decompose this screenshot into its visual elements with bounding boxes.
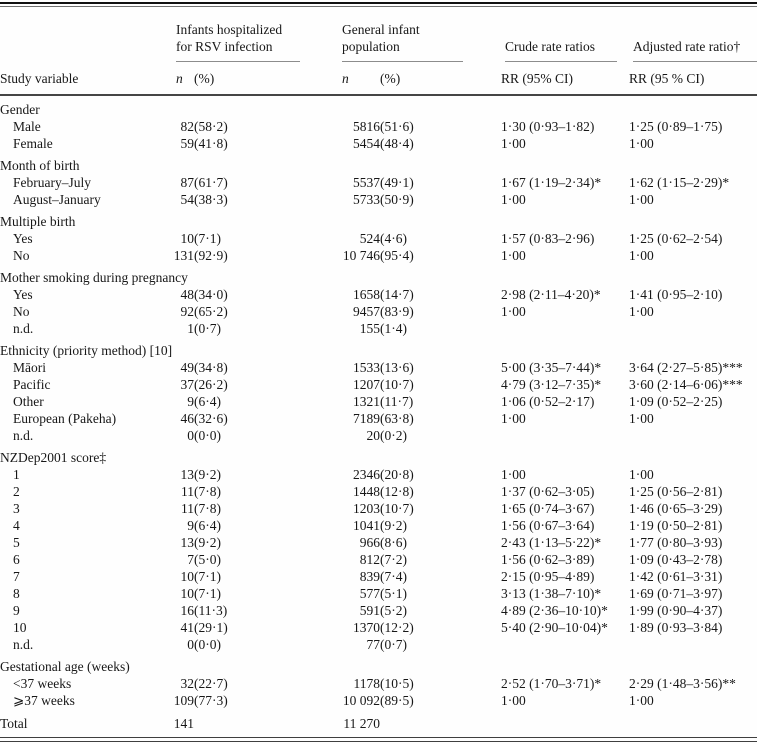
section-label: Multiple birth (0, 214, 76, 229)
cell-adjusted: 1·00 (629, 693, 654, 708)
cell-adjusted: 1·00 (629, 304, 654, 319)
adjusted-group-header (633, 11, 757, 62)
cell-adjusted: 1·00 (629, 248, 654, 263)
section-header-row (0, 444, 757, 466)
cell-pct1: (92·9) (194, 248, 228, 263)
table-row (0, 585, 757, 602)
cell-crude (501, 636, 629, 653)
cell-crude: 1·00 (501, 411, 526, 426)
cell-n2: 839 (359, 569, 380, 584)
cell-pct2: (51·6) (380, 119, 414, 134)
crude-rr-header: RR (95% CI) (501, 62, 629, 95)
table-row (0, 466, 757, 483)
cell-adjusted: 1·09 (0·43–2·78) (629, 552, 723, 567)
cell-crude: 1·56 (0·67–3·64) (501, 518, 595, 533)
cell-crude: 1·56 (0·62–3·89) (501, 552, 595, 567)
cell-pct2: (10·5) (380, 676, 414, 691)
cell-pct1: (61·7) (194, 175, 228, 190)
cell-n2: 1370 (353, 620, 380, 635)
table-row (0, 135, 757, 152)
population-group-line2: population (342, 39, 400, 54)
cell-n2: 1321 (353, 394, 380, 409)
rsv-group-line2: for RSV infection (176, 39, 273, 54)
cell-crude: 5·00 (3·35–7·44)* (501, 360, 602, 375)
cell-pct2: (95·4) (380, 248, 414, 263)
cell-n2: 20 (366, 428, 380, 443)
cell-crude: 1·00 (501, 304, 526, 319)
table-row (0, 174, 757, 191)
table-body (0, 95, 757, 732)
rsv-pct-header: (%) (194, 62, 338, 95)
cell-crude: 4·89 (2·36–10·10)* (501, 603, 608, 618)
adjusted-rr-header: RR (95 % CI) (629, 62, 757, 95)
cell-pct2: (11·7) (380, 394, 414, 409)
cell-adjusted: 1·00 (629, 136, 654, 151)
cell-variable: Pacific (13, 377, 51, 392)
cell-adjusted (629, 320, 757, 337)
cell-crude: 1·30 (0·93–1·82) (501, 119, 595, 134)
cell-pct1: (41·8) (194, 136, 228, 151)
cell-adjusted (629, 427, 757, 444)
cell-variable: Total (0, 716, 28, 731)
cell-pct2: (0·2) (380, 428, 407, 443)
cell-pct2: (7·4) (380, 569, 407, 584)
cell-variable: Other (13, 394, 44, 409)
cell-n1: 32 (180, 676, 194, 691)
section-label: Mother smoking during pregnancy (0, 270, 188, 285)
cell-n1: 46 (180, 411, 194, 426)
cell-n2: 1533 (353, 360, 380, 375)
cell-crude: 1·00 (501, 467, 526, 482)
cell-n1: 54 (180, 192, 194, 207)
cell-pct1: (6·4) (194, 518, 221, 533)
cell-variable: Female (13, 136, 53, 151)
cell-pct2: (10·7) (380, 377, 414, 392)
cell-adjusted: 1·77 (0·80–3·93) (629, 535, 723, 550)
bottom-double-rule (0, 737, 757, 742)
cell-crude: 1·37 (0·62–3·05) (501, 484, 595, 499)
adjusted-group-label: Adjusted rate ratio† (633, 39, 741, 54)
cell-crude: 2·98 (2·11–4·20)* (501, 287, 601, 302)
cell-n1: 13 (180, 535, 194, 550)
cell-crude: 5·40 (2·90–10·04)* (501, 620, 608, 635)
cell-adjusted: 3·64 (2·27–5·85)*** (629, 360, 743, 375)
study-variable-header: Study variable (0, 62, 172, 95)
table-row (0, 551, 757, 568)
table-row (0, 359, 757, 376)
cell-variable: Yes (13, 287, 33, 302)
cell-n1: 10 (180, 569, 194, 584)
cell-adjusted: 1·89 (0·93–3·84) (629, 620, 723, 635)
table-row (0, 619, 757, 636)
cell-pct1: (58·2) (194, 119, 228, 134)
cell-crude: 1·57 (0·83–2·96) (501, 231, 595, 246)
section-header-row (0, 337, 757, 359)
cell-variable: <37 weeks (13, 676, 72, 691)
cell-n1: 82 (180, 119, 194, 134)
cell-n2: 1041 (353, 518, 380, 533)
cell-n2: 591 (359, 603, 380, 618)
cell-n2: 7189 (353, 411, 380, 426)
cell-n2: 77 (366, 637, 380, 652)
cell-adjusted: 3·60 (2·14–6·06)*** (629, 377, 743, 392)
cell-pct2: (4·6) (380, 231, 407, 246)
cell-n2: 966 (359, 535, 380, 550)
cell-pct2: (0·7) (380, 637, 407, 652)
cell-n1: 10 (180, 586, 194, 601)
spanner-header-row (0, 11, 757, 62)
section-header-row (0, 208, 757, 230)
cell-adjusted: 1·00 (629, 192, 654, 207)
population-group-header (342, 11, 463, 62)
cell-variable: 5 (13, 535, 20, 550)
cell-n1: 0 (187, 637, 194, 652)
cell-n2: 1658 (353, 287, 380, 302)
cell-pct2: (20·8) (380, 467, 414, 482)
crude-group-header (505, 11, 617, 62)
cell-pct2: (5·1) (380, 586, 407, 601)
cell-variable: August–January (13, 192, 101, 207)
cell-pct1: (7·8) (194, 484, 221, 499)
cell-n2: 11 270 (343, 716, 380, 731)
rsv-n-label: n (176, 71, 183, 86)
cell-variable: European (Pakeha) (13, 411, 117, 426)
cell-adjusted (629, 636, 757, 653)
cell-pct2: (50·9) (380, 192, 414, 207)
population-pct-header: (%) (380, 62, 501, 95)
table-row (0, 568, 757, 585)
rsv-study-table (0, 11, 757, 732)
cell-variable: 3 (13, 501, 20, 516)
cell-pct1: (11·3) (194, 603, 228, 618)
table-row (0, 320, 757, 337)
section-label: Ethnicity (priority method) [10] (0, 343, 173, 358)
cell-n2: 5454 (353, 136, 380, 151)
cell-pct2: (48·4) (380, 136, 414, 151)
table-row (0, 500, 757, 517)
cell-variable: 9 (13, 603, 20, 618)
section-header-row (0, 95, 757, 118)
cell-variable: 1 (13, 467, 20, 482)
table-header (0, 11, 757, 95)
cell-n2: 1448 (353, 484, 380, 499)
cell-adjusted: 1·19 (0·50–2·81) (629, 518, 723, 533)
cell-adjusted: 1·42 (0·61–3·31) (629, 569, 723, 584)
cell-pct1: (32·6) (194, 411, 228, 426)
cell-adjusted: 1·25 (0·89–1·75) (629, 119, 723, 134)
cell-variable: 8 (13, 586, 20, 601)
rsv-n-header (172, 62, 194, 95)
cell-pct2: (89·5) (380, 693, 414, 708)
cell-pct1: (9·2) (194, 467, 221, 482)
cell-adjusted: 2·29 (1·48–3·56)** (629, 676, 736, 691)
cell-pct1: (7·8) (194, 501, 221, 516)
cell-crude: 1·67 (1·19–2·34)* (501, 175, 602, 190)
cell-pct1: (6·4) (194, 394, 221, 409)
table-row (0, 675, 757, 692)
cell-crude: 2·43 (1·13–5·22)* (501, 535, 602, 550)
cell-adjusted: 1·62 (1·15–2·29)* (629, 175, 730, 190)
table-row (0, 692, 757, 709)
cell-pct2: (49·1) (380, 175, 414, 190)
cell-n1: 48 (180, 287, 194, 302)
cell-n1: 109 (173, 693, 194, 708)
cell-adjusted: 1·09 (0·52–2·25) (629, 394, 723, 409)
cell-pct1: (77·3) (194, 693, 228, 708)
table-row (0, 534, 757, 551)
cell-crude: 1·00 (501, 248, 526, 263)
cell-variable: n.d. (13, 428, 34, 443)
cell-pct2: (12·2) (380, 620, 414, 635)
cell-pct1: (7·1) (194, 569, 221, 584)
total-row (0, 709, 757, 732)
cell-pct1: (7·1) (194, 586, 221, 601)
cell-adjusted: 1·99 (0·90–4·37) (629, 603, 723, 618)
cell-pct2: (5·2) (380, 603, 407, 618)
section-label: Month of birth (0, 158, 80, 173)
cell-n1: 11 (181, 501, 194, 516)
cell-variable: Māori (13, 360, 46, 375)
table-row (0, 393, 757, 410)
cell-n2: 5733 (353, 192, 380, 207)
cell-n2: 1178 (353, 676, 380, 691)
table-row (0, 286, 757, 303)
cell-n2: 10 092 (342, 693, 380, 708)
cell-pct2: (1·4) (380, 321, 407, 336)
cell-pct2: (9·2) (380, 518, 407, 533)
cell-variable: 7 (13, 569, 20, 584)
cell-crude (501, 709, 629, 732)
cell-pct1: (7·1) (194, 231, 221, 246)
cell-crude: 1·00 (501, 136, 526, 151)
table-row (0, 427, 757, 444)
cell-n1: 41 (180, 620, 194, 635)
cell-crude (501, 320, 629, 337)
cell-pct2: (83·9) (380, 304, 414, 319)
cell-n1: 141 (173, 716, 194, 731)
table-row (0, 230, 757, 247)
cell-n2: 2346 (353, 467, 380, 482)
cell-pct1: (65·2) (194, 304, 228, 319)
cell-pct2: (13·6) (380, 360, 414, 375)
cell-pct1: (38·3) (194, 192, 228, 207)
cell-pct2: (14·7) (380, 287, 414, 302)
cell-n1: 92 (180, 304, 194, 319)
cell-n1: 9 (187, 394, 194, 409)
cell-pct1: (0·0) (194, 637, 221, 652)
cell-variable: Yes (13, 231, 33, 246)
population-group-line1: General infant (342, 22, 420, 37)
cell-adjusted: 1·69 (0·71–3·97) (629, 586, 723, 601)
cell-n1: 11 (181, 484, 194, 499)
table-row (0, 247, 757, 264)
top-double-rule (0, 2, 757, 7)
cell-n2: 524 (359, 231, 380, 246)
cell-n2: 812 (359, 552, 380, 567)
cell-n1: 1 (187, 321, 194, 336)
cell-pct1: (5·0) (194, 552, 221, 567)
cell-n1: 131 (173, 248, 194, 263)
cell-n2: 577 (359, 586, 380, 601)
table-row (0, 483, 757, 500)
cell-variable: February–July (13, 175, 91, 190)
cell-n1: 0 (187, 428, 194, 443)
cell-variable: No (13, 304, 30, 319)
cell-pct1: (34·8) (194, 360, 228, 375)
empty-corner-cell (0, 11, 172, 62)
cell-crude (501, 427, 629, 444)
section-header-row (0, 653, 757, 675)
population-n-header (338, 62, 380, 95)
cell-n1: 7 (187, 552, 194, 567)
cell-n1: 87 (180, 175, 194, 190)
cell-variable: Male (13, 119, 41, 134)
cell-n1: 16 (180, 603, 194, 618)
cell-crude: 1·06 (0·52–2·17) (501, 394, 595, 409)
cell-crude: 2·15 (0·95–4·89) (501, 569, 595, 584)
section-label: Gender (0, 102, 40, 117)
cell-pct1: (9·2) (194, 535, 221, 550)
table-row (0, 602, 757, 619)
cell-n2: 9457 (353, 304, 380, 319)
cell-n1: 9 (187, 518, 194, 533)
section-label: Gestational age (weeks) (0, 659, 130, 674)
cell-n1: 10 (180, 231, 194, 246)
cell-pct2: (7·2) (380, 552, 407, 567)
cell-pct2: (12·8) (380, 484, 414, 499)
table-row (0, 303, 757, 320)
table-row (0, 118, 757, 135)
cell-pct1: (0·7) (194, 321, 221, 336)
cell-variable: No (13, 248, 30, 263)
cell-crude: 3·13 (1·38–7·10)* (501, 586, 602, 601)
cell-variable: n.d. (13, 321, 34, 336)
crude-group-label: Crude rate ratios (505, 39, 595, 54)
cell-pct2: (8·6) (380, 535, 407, 550)
rsv-group-line1: Infants hospitalized (176, 22, 283, 37)
cell-pct1: (26·2) (194, 377, 228, 392)
cell-n1: 37 (180, 377, 194, 392)
table-row (0, 376, 757, 393)
cell-pct1: (0·0) (194, 428, 221, 443)
table-row (0, 191, 757, 208)
cell-n1: 49 (180, 360, 194, 375)
cell-pct1: (34·0) (194, 287, 228, 302)
cell-crude: 2·52 (1·70–3·71)* (501, 676, 602, 691)
cell-variable: 2 (13, 484, 20, 499)
cell-pct1 (194, 709, 338, 732)
rsv-group-header (176, 11, 300, 62)
cell-pct2 (380, 709, 501, 732)
cell-adjusted: 1·41 (0·95–2·10) (629, 287, 723, 302)
section-header-row (0, 152, 757, 174)
subheader-row (0, 62, 757, 95)
cell-crude: 4·79 (3·12–7·35)* (501, 377, 602, 392)
cell-adjusted: 1·00 (629, 467, 654, 482)
cell-crude: 1·00 (501, 192, 526, 207)
cell-crude: 1·00 (501, 693, 526, 708)
cell-n2: 1207 (353, 377, 380, 392)
cell-adjusted (629, 709, 757, 732)
section-label: NZDep2001 score‡ (0, 450, 107, 465)
table-row (0, 517, 757, 534)
cell-pct2: (63·8) (380, 411, 414, 426)
table-row (0, 410, 757, 427)
cell-variable: ⩾37 weeks (13, 693, 75, 708)
cell-n2: 5816 (353, 119, 380, 134)
cell-adjusted: 1·00 (629, 411, 654, 426)
cell-adjusted: 1·46 (0·65–3·29) (629, 501, 723, 516)
cell-variable: 10 (13, 620, 27, 635)
cell-variable: n.d. (13, 637, 34, 652)
cell-n2: 1203 (353, 501, 380, 516)
cell-pct1: (22·7) (194, 676, 228, 691)
population-n-label: n (342, 71, 349, 86)
cell-n2: 5537 (353, 175, 380, 190)
cell-n2: 10 746 (342, 248, 380, 263)
cell-adjusted: 1·25 (0·56–2·81) (629, 484, 723, 499)
cell-n2: 155 (359, 321, 380, 336)
table-row (0, 636, 757, 653)
cell-pct1: (29·1) (194, 620, 228, 635)
section-header-row (0, 264, 757, 286)
cell-n1: 13 (180, 467, 194, 482)
cell-n1: 59 (180, 136, 194, 151)
cell-variable: 4 (13, 518, 20, 533)
cell-crude: 1·65 (0·74–3·67) (501, 501, 595, 516)
cell-adjusted: 1·25 (0·62–2·54) (629, 231, 723, 246)
cell-pct2: (10·7) (380, 501, 414, 516)
cell-variable: 6 (13, 552, 20, 567)
